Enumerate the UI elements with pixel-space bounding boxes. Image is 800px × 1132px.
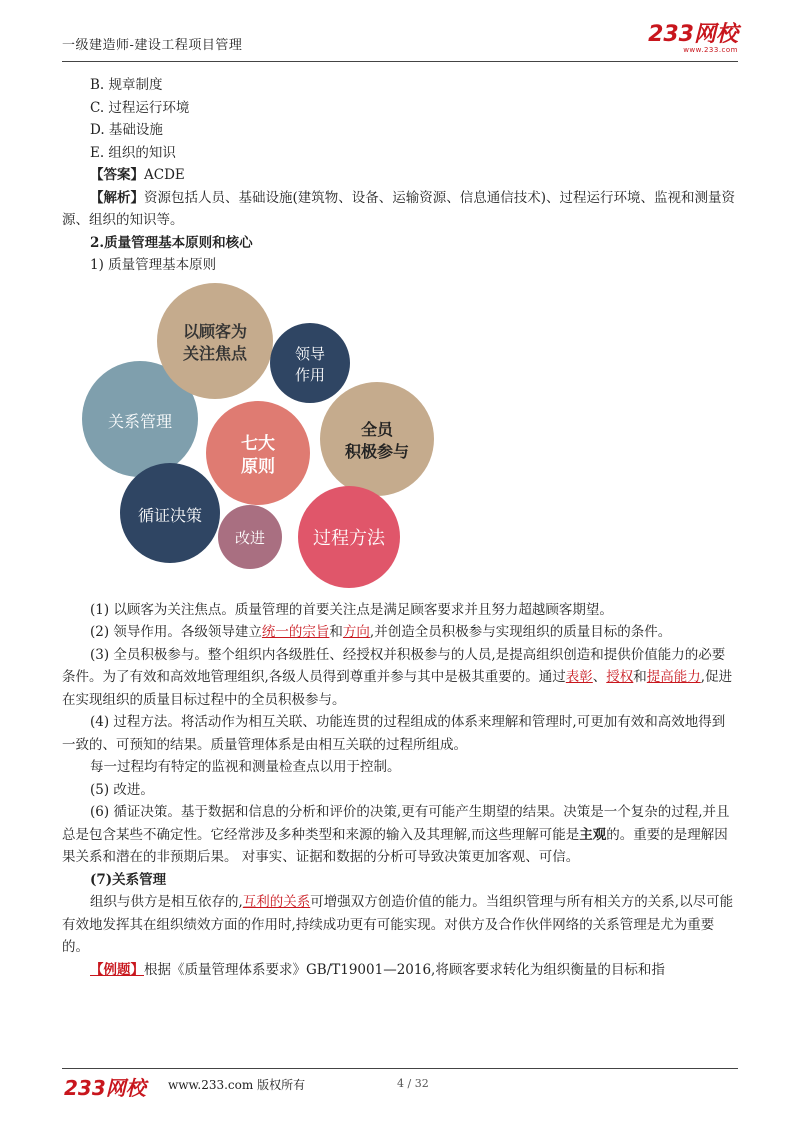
- principle-4-note: 每一过程均有特定的监视和测量检查点以用于控制。: [90, 759, 401, 775]
- option-b: B. 规章制度: [90, 77, 163, 93]
- principle-3-highlight-3: 提高能力: [646, 669, 701, 685]
- principle-7: [62, 891, 738, 959]
- node-engagement-label-1: 全员: [360, 419, 394, 439]
- header-logo: [648, 24, 738, 54]
- principle-6-bold: 主观: [579, 826, 607, 843]
- option-c: C. 过程运行环境: [90, 99, 190, 116]
- node-center-label-1: 七大: [241, 433, 275, 454]
- principle-7-title: (7)关系管理: [90, 871, 167, 888]
- node-leadership-circle: [270, 323, 350, 403]
- answer-label: 【答案】: [90, 167, 144, 183]
- principle-7-highlight: 互利的关系: [242, 894, 311, 910]
- node-customer-label-2: 关注焦点: [182, 343, 248, 363]
- page-header: [62, 22, 738, 62]
- node-leadership: [270, 323, 350, 403]
- principle-3-highlight-2: 授权: [606, 669, 634, 685]
- node-customer-label-1: 以顾客为: [182, 321, 248, 341]
- node-engagement: [320, 382, 434, 496]
- page-number: 4 / 32: [397, 1077, 429, 1090]
- answer-text: ACDE: [144, 167, 185, 183]
- page-footer: [62, 1072, 738, 1098]
- principle-3-text-c: 和: [633, 669, 647, 685]
- node-leadership-label-1: 领导: [294, 344, 326, 363]
- principle-2-highlight-1: 统一的宗旨: [261, 624, 330, 640]
- principle-4: (4) 过程方法。将活动作为相互关联、功能连贯的过程组成的体系来理解和管理时,可更加有效和高效地得到一致的、可预知的结果。质量管理体系是由相互关联的过程所组成。: [62, 714, 726, 753]
- principle-3: [62, 644, 738, 712]
- footer-divider: [62, 1068, 738, 1069]
- node-center: [206, 401, 310, 505]
- principle-2-text-c: ,并创造全员积极参与实现组织的质量目标的条件。: [369, 624, 672, 640]
- node-evidence: [120, 463, 220, 563]
- option-d: D. 基础设施: [90, 122, 163, 138]
- subsection-title: 1) 质量管理基本原则: [90, 257, 217, 273]
- section-title: 2.质量管理基本原则和核心: [90, 234, 253, 251]
- principle-3-text-b: 、: [592, 669, 607, 685]
- principle-2-text-a: (2) 领导作用。各级领导建立: [90, 624, 262, 640]
- node-center-label-2: 原则: [241, 456, 275, 477]
- principle-7-text-a: 组织与供方是相互依存的,: [90, 894, 243, 910]
- analysis-line: [62, 187, 738, 232]
- node-engagement-circle: [320, 382, 434, 496]
- principle-2-text-b: 和: [329, 624, 343, 640]
- node-customer-circle: [157, 283, 273, 399]
- principle-5: (5) 改进。: [90, 781, 154, 798]
- header-divider: [62, 61, 738, 62]
- header-logo-text: 233网校: [648, 22, 738, 47]
- node-customer: [157, 283, 273, 399]
- footer-copyright: www.233.com 版权所有: [168, 1078, 306, 1092]
- principle-7-text-b: 可增强双方创造价值的能力。当组织管理与所有相关方的关系,以尽可能有效地发挥其在组织绩效方面的作用时,持续成功更有可能实现。对供方及合作伙伴网络的关系管理是尤为重要的。: [62, 894, 734, 955]
- principle-6-text-a: (6) 循证决策。基于数据和信息的分析和评价的决策,更有可能产生期望的结果。决策是一个复杂的过程,并且总是包含某些不确定性。它经常涉及多种类型和来源的输入及其理解,而这些理解可能是: [62, 804, 730, 843]
- example-line: [62, 959, 738, 982]
- footer-logo: 233网校: [64, 1076, 146, 1100]
- page-content: [62, 74, 738, 981]
- option-e: E. 组织的知识: [90, 144, 176, 161]
- analysis-label: 【解析】: [90, 189, 144, 206]
- node-process: [298, 486, 400, 588]
- principles-svg: [62, 281, 738, 597]
- principle-3-text-a: (3) 全员积极参与。整个组织内各级胜任、经授权并积极参与的人员,是提高组织创造和提供价值能力的必要条件。为了有效和高效地管理组织,各级人员得到尊重并参与其中是极其重要的。通过: [62, 646, 726, 685]
- node-relationship-label: 关系管理: [107, 411, 173, 431]
- header-title: 一级建造师-建设工程项目管理: [62, 38, 243, 53]
- node-engagement-label-2: 积极参与: [344, 441, 410, 461]
- principle-2: [62, 621, 738, 644]
- example-text: 根据《质量管理体系要求》GB/T19001—2016,将顾客要求转化为组织衡量的目标和指: [144, 961, 665, 978]
- example-label: 【例题】: [90, 961, 144, 978]
- node-improvement-label: 改进: [234, 528, 266, 547]
- principle-3-text-d: ,促进在实现组织的质量目标过程中的全员积极参与。: [62, 669, 733, 708]
- principle-2-highlight-2: 方向: [342, 624, 370, 640]
- node-improvement: [218, 505, 282, 569]
- node-leadership-label-2: 作用: [294, 365, 326, 384]
- principle-3-highlight-1: 表彰: [565, 669, 593, 685]
- principle-6-text-b: 的。重要的是理解因果关系和潜在的非预期后果。 对事实、证据和数据的分析可导致决策更加客观、可信。: [62, 826, 728, 865]
- header-logo-url: www.233.com: [683, 46, 738, 54]
- principle-6: [62, 801, 738, 869]
- analysis-text: 资源包括人员、基础设施(建筑物、设备、运输资源、信息通信技术)、过程运行环境、监视和测量资源、组织的知识等。: [62, 189, 736, 228]
- node-process-label: 过程方法: [313, 527, 385, 549]
- seven-principles-diagram: [62, 281, 738, 597]
- node-evidence-label: 循证决策: [137, 505, 203, 525]
- principle-1: (1) 以顾客为关注焦点。质量管理的首要关注点是满足顾客要求并且努力超越顾客期望。: [90, 601, 613, 618]
- answer-line: [62, 164, 738, 187]
